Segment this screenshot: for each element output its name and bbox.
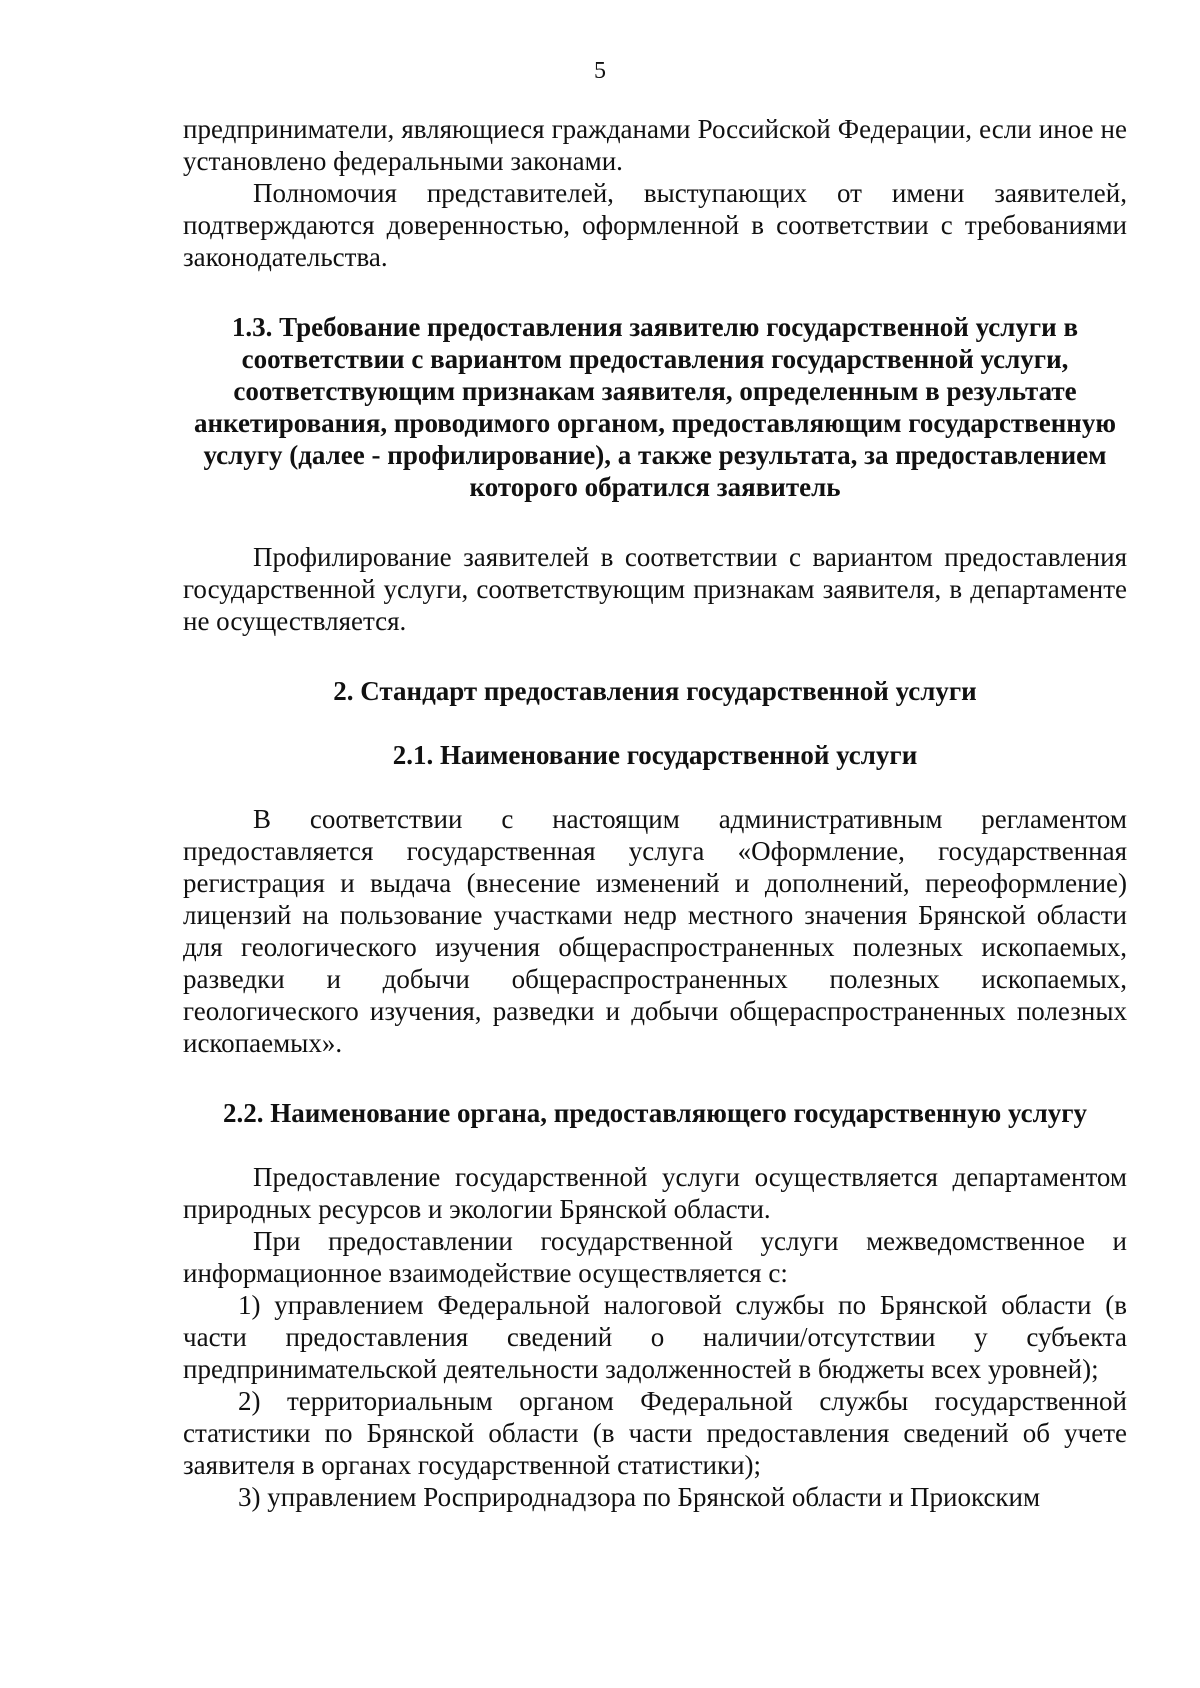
list-item-statistics-service: 2) территориальным органом Федеральной службы государственной статистики по Брянской области (в части предоставления сведений об учете заявителя в органах государственной статистики);	[183, 1386, 1127, 1480]
section-heading-2-2: 2.2. Наименование органа, предоставляющего государственную услугу	[222, 1098, 1088, 1128]
list-item-tax-service: 1) управлением Федеральной налоговой службы по Брянской области (в части предоставления сведений о наличии/отсутствии у субъекта предпринимательской деятельности задолженностей в бюджеты всех уровней);	[183, 1290, 1127, 1384]
paragraph-service-name: В соответствии с настоящим административным регламентом предоставляется государственная услуга «Оформление, государственная регистрация и выдача (внесение изменений и дополнений, переоформление) лицензий на пользование участками недр местного значения Брянской области для геологического изучения общераспространенных полезных ископаемых, разведки и добычи общераспространенных полезных ископаемых, геологического изучения, разведки и добычи общераспространенных полезных ископаемых».	[183, 804, 1127, 1058]
paragraph-representatives: Полномочия представителей, выступающих от имени заявителей, подтверждаются доверенностью, оформленной в соответствии с требованиями законодательства.	[183, 178, 1127, 272]
document-body	[183, 113, 1127, 1513]
section-heading-1-3: 1.3. Требование предоставления заявителю государственной услуги в соответствии с вариантом предоставления государственной услуги, соответствующим признакам заявителя, определенным в результате анкетирования, проводимого органом, предоставляющим государственную услугу (далее - профилирование), а также результата, за предоставлением которого обратился заявитель	[194, 312, 1116, 502]
paragraph-interaction: При предоставлении государственной услуги межведомственное и информационное взаимодействие осуществляется с:	[183, 1226, 1127, 1288]
paragraph-profiling: Профилирование заявителей в соответствии с вариантом предоставления государственной услуги, соответствующим признакам заявителя, в департаменте не осуществляется.	[183, 542, 1127, 636]
section-heading-2: 2. Стандарт предоставления государственной услуги	[333, 676, 977, 706]
paragraph-applicants-continued: предприниматели, являющиеся гражданами Российской Федерации, если иное не установлено федеральными законами.	[183, 114, 1127, 176]
section-heading-2-1: 2.1. Наименование государственной услуги	[392, 740, 918, 770]
page-number: 5	[594, 58, 606, 84]
list-item-rosprirodnadzor: 3) управлением Росприроднадзора по Брянской области и Приокским	[238, 1482, 1041, 1512]
paragraph-provider: Предоставление государственной услуги осуществляется департаментом природных ресурсов и экологии Брянской области.	[183, 1162, 1127, 1224]
